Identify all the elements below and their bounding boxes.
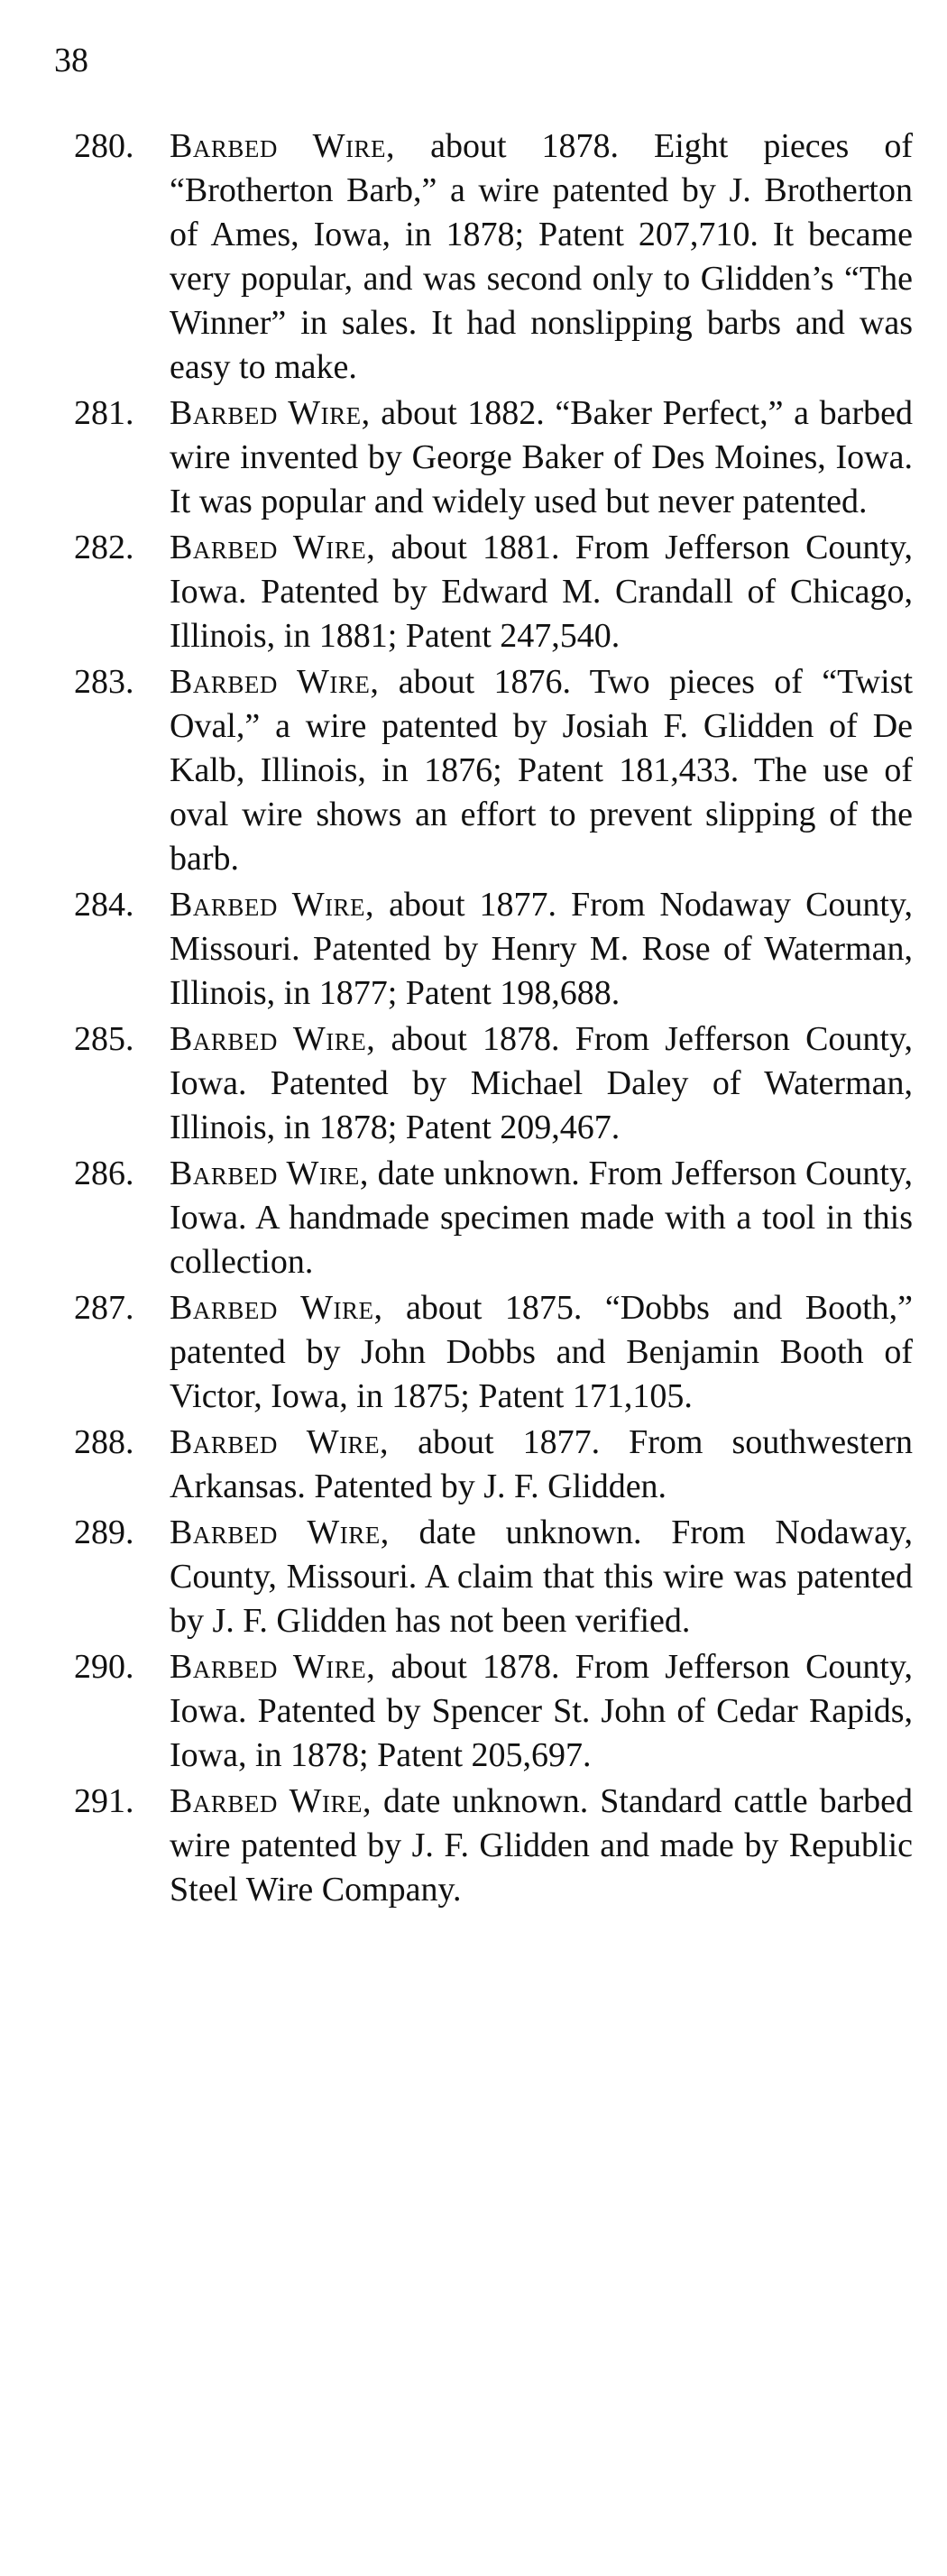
entry-heading: Barbed Wire, (170, 1648, 376, 1686)
entry-heading: Barbed Wire, (170, 394, 371, 432)
catalog-entry (74, 1286, 913, 1419)
entry-text: about 1882. “Baker Perfect,” a barbed wire invented by George Baker of Des Moines, Iowa. It was popular and widely used but never patented. (170, 394, 914, 520)
catalog-entry (74, 1780, 913, 1912)
catalog-entry (74, 1421, 913, 1509)
entry-text: about 1875. “Dobbs and Booth,” patented by John Dobbs and Benjamin Booth of Victor, Iowa, in 1875; Patent 171,105. (170, 1289, 913, 1415)
page-number: 38 (54, 41, 88, 79)
entry-number: 289. (74, 1513, 134, 1551)
catalog-entry (74, 883, 913, 1016)
entry-text: about 1878. From Jefferson County, Iowa. Patented by Michael Daley of Waterman, Illinois, in 1878; Patent 209,467. (170, 1020, 914, 1146)
entry-number: 291. (74, 1782, 134, 1820)
entry-number: 288. (74, 1423, 134, 1461)
entry-text: about 1881. From Jefferson County, Iowa. Patented by Edward M. Crandall of Chicago, Illinois, in 1881; Patent 247,540. (170, 529, 914, 655)
entry-heading: Barbed Wire, (170, 1289, 383, 1327)
entry-text: about 1876. Two pieces of “Twist Oval,” a wire patented by Josiah F. Glidden of De Kalb, Illinois, in 1876; Patent 181,433. The use of oval wire shows an effort to prevent slipping of the barb. (170, 663, 914, 878)
entry-number: 281. (74, 394, 134, 432)
entry-heading: Barbed Wire, (170, 1020, 376, 1058)
entry-number: 286. (74, 1155, 134, 1192)
catalog-entry (74, 1152, 913, 1284)
entry-text: date unknown. From Jefferson County, Iowa. A handmade specimen made with a tool in this collection. (170, 1155, 913, 1281)
entry-number: 287. (74, 1289, 134, 1327)
entry-heading: Barbed Wire, (170, 127, 396, 165)
entry-heading: Barbed Wire, (170, 886, 375, 924)
entry-text: about 1878. Eight pieces of “Brotherton Barb,” a wire patented by J. Brotherton of Ames, Iowa, in 1878; Patent 207,710. It became very popular, and was second only to Glidden’s “The Winner” in sales. It had nonslipping barbs and was easy to make. (170, 127, 914, 386)
catalog-entry (74, 526, 913, 658)
entry-number: 284. (74, 886, 134, 924)
catalog-entry (74, 1645, 913, 1778)
entry-heading: Barbed Wire, (170, 1513, 390, 1551)
entry-heading: Barbed Wire, (170, 663, 380, 701)
entry-number: 282. (74, 529, 134, 566)
entry-number: 283. (74, 663, 134, 701)
catalog-entry (74, 1511, 913, 1643)
entry-number: 280. (74, 127, 134, 165)
entry-text: about 1878. From Jefferson County, Iowa. Patented by Spencer St. John of Cedar Rapids, Iowa, in 1878; Patent 205,697. (170, 1648, 914, 1774)
entry-heading: Barbed Wire, (170, 1155, 369, 1192)
catalog-entry-list (74, 124, 913, 1914)
entry-text: about 1877. From southwestern Arkansas. Patented by J. F. Glidden. (170, 1423, 914, 1505)
catalog-entry (74, 391, 913, 524)
entry-heading: Barbed Wire, (170, 1423, 390, 1461)
entry-number: 290. (74, 1648, 134, 1686)
entry-text: about 1877. From Nodaway County, Missouri. Patented by Henry M. Rose of Waterman, Illinois, in 1877; Patent 198,688. (170, 886, 914, 1012)
entry-number: 285. (74, 1020, 134, 1058)
catalog-entry (74, 660, 913, 881)
entry-text: date unknown. From Nodaway, County, Missouri. A claim that this wire was patented by J. F. Glidden has not been verified. (170, 1513, 913, 1640)
entry-heading: Barbed Wire, (170, 529, 376, 566)
catalog-entry (74, 1017, 913, 1150)
entry-heading: Barbed Wire, (170, 1782, 372, 1820)
entry-text: date unknown. Standard cattle barbed wire patented by J. F. Glidden and made by Republic Steel Wire Company. (170, 1782, 913, 1909)
catalog-entry (74, 124, 913, 390)
